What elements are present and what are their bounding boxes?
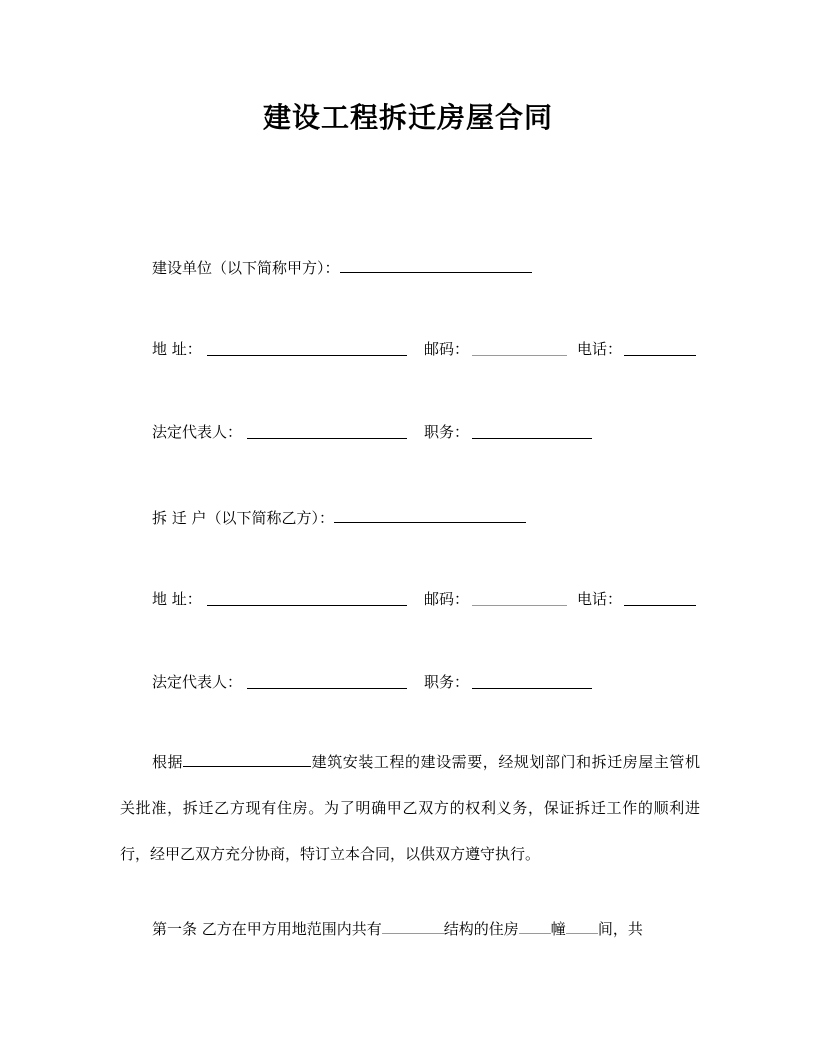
party-a-phone-blank[interactable] <box>624 339 696 356</box>
party-b-postcode-label: 邮码： <box>424 590 470 608</box>
article-1-paragraph <box>120 906 700 952</box>
party-b-address-blank[interactable] <box>207 589 407 606</box>
party-a-contact-row <box>152 339 712 363</box>
building-count-blank[interactable] <box>519 919 551 934</box>
preamble-paragraph <box>120 739 700 877</box>
party-a-rep-row <box>152 422 712 446</box>
project-name-blank[interactable] <box>183 752 311 767</box>
party-b-position-blank[interactable] <box>472 672 592 689</box>
party-b-unit-label: 拆 迁 户（以下简称乙方）： <box>152 509 335 527</box>
party-a-postcode-blank[interactable] <box>472 339 567 356</box>
party-b-rep-row <box>152 672 712 696</box>
party-a-unit-blank[interactable] <box>340 256 532 273</box>
party-b-unit-row <box>152 506 526 528</box>
party-b-postcode-blank[interactable] <box>472 589 567 606</box>
article-1-part1: 第一条 乙方在甲方用地范围内共有 <box>152 920 382 938</box>
party-a-rep-blank[interactable] <box>247 422 407 439</box>
article-1-part2: 结构的住房 <box>443 920 519 938</box>
party-a-address-label: 地 址： <box>152 340 202 358</box>
party-b-phone-blank[interactable] <box>624 589 696 606</box>
document-title: 建设工程拆迁房屋合同 <box>262 101 553 134</box>
party-a-rep-label: 法定代表人： <box>152 423 243 441</box>
preamble-text: 建筑安装工程的建设需要，经规划部门和拆迁房屋主管机关批准，拆迁乙方现有住房。为了明确甲乙双方的权利义务，保证拆迁工作的顺利进行，经甲乙双方充分协商，特订立本合同，以供双方遵守执行。 <box>120 753 700 863</box>
party-a-address-blank[interactable] <box>207 339 407 356</box>
party-a-position-label: 职务： <box>424 423 470 441</box>
party-b-rep-blank[interactable] <box>247 672 407 689</box>
party-b-contact-row <box>152 589 712 613</box>
party-a-phone-label: 电话： <box>577 340 623 358</box>
party-a-position-blank[interactable] <box>472 422 592 439</box>
party-b-position-label: 职务： <box>424 673 470 691</box>
party-a-postcode-label: 邮码： <box>424 340 470 358</box>
room-count-blank[interactable] <box>566 919 598 934</box>
party-a-unit-label: 建设单位（以下简称甲方）： <box>152 259 340 277</box>
party-b-unit-blank[interactable] <box>334 506 526 523</box>
party-a-unit-row <box>152 256 532 278</box>
party-b-rep-label: 法定代表人： <box>152 673 243 691</box>
structure-type-blank[interactable] <box>382 919 444 934</box>
article-1-part4: 间，共 <box>597 920 643 938</box>
preamble-prefix: 根据 <box>152 753 184 771</box>
article-1-part3: 幢 <box>550 920 566 938</box>
party-b-address-label: 地 址： <box>152 590 202 608</box>
party-b-phone-label: 电话： <box>577 590 623 608</box>
